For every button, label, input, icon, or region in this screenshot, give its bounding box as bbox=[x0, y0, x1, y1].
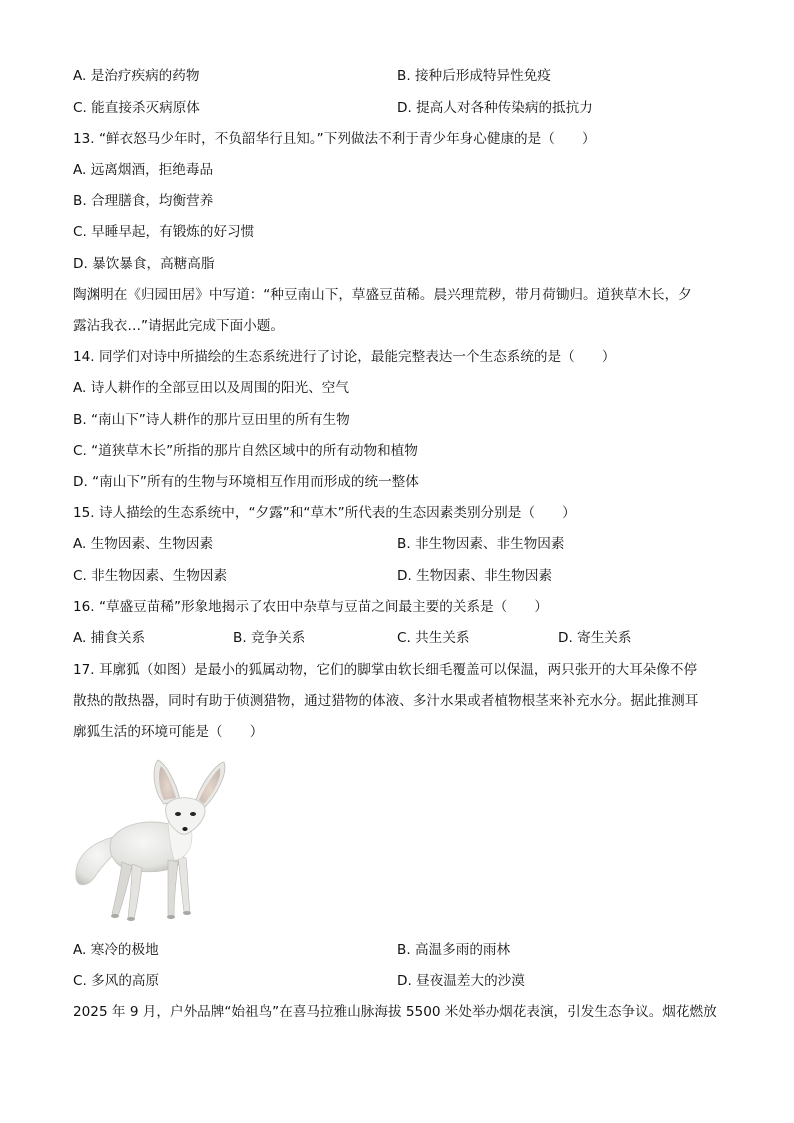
q13-option-d: D. 暴饮暴食，高糖高脂 bbox=[73, 256, 215, 272]
passage-line-1: 陶渊明在《归园田居》中写道：“种豆南山下，草盛豆苗稀。晨兴理荒秽，带月荷锄归。道狭草木长，夕 bbox=[73, 287, 692, 303]
q15-option-c: C. 非生物因素、生物因素 bbox=[73, 568, 228, 584]
q12-option-b: B. 接种后形成特异性免疫 bbox=[397, 68, 551, 84]
q14-option-d: D. “南山下”所有的生物与环境相互作用而形成的统一整体 bbox=[73, 474, 419, 490]
q13-stem: 13. “鲜衣怒马少年时，不负韶华行且知。”下列做法不利于青少年身心健康的是（ ） bbox=[73, 131, 596, 147]
q13-option-b: B. 合理膳食，均衡营养 bbox=[73, 193, 214, 209]
q17-option-b: B. 高温多雨的雨林 bbox=[397, 942, 511, 958]
q17-stem-line-1: 17. 耳廓狐（如图）是最小的狐属动物，它们的脚掌由软长细毛覆盖可以保温，两只张开的大耳朵像不停 bbox=[73, 662, 698, 678]
closing-passage-line-1: 2025 年 9 月，户外品牌“始祖鸟”在喜马拉雅山脉海拔 5500 米处举办烟花表演，引发生态争议。烟花燃放 bbox=[73, 1004, 717, 1020]
passage-line-2: 露沾我衣…”请据此完成下面小题。 bbox=[73, 318, 284, 334]
q16-option-d: D. 寄生关系 bbox=[558, 630, 632, 646]
q14-option-a: A. 诗人耕作的全部豆田以及周围的阳光、空气 bbox=[73, 380, 349, 396]
q16-option-c: C. 共生关系 bbox=[397, 630, 470, 646]
q17-option-d: D. 昼夜温差大的沙漠 bbox=[397, 973, 525, 989]
q14-stem: 14. 同学们对诗中所描绘的生态系统进行了讨论，最能完整表达一个生态系统的是（ ） bbox=[73, 349, 616, 365]
q12-option-c: C. 能直接杀灭病原体 bbox=[73, 100, 200, 116]
q17-stem-line-3: 廓狐生活的环境可能是（ ） bbox=[73, 724, 264, 740]
q14-option-c: C. “道狭草木长”所指的那片自然区域中的所有动物和植物 bbox=[73, 443, 418, 459]
q16-stem: 16. “草盛豆苗稀”形象地揭示了农田中杂草与豆苗之间最主要的关系是（ ） bbox=[73, 599, 549, 615]
q17-option-a: A. 寒冷的极地 bbox=[73, 942, 159, 958]
q13-option-a: A. 远离烟酒，拒绝毒品 bbox=[73, 162, 214, 178]
q15-stem: 15. 诗人描绘的生态系统中，“夕露”和“草木”所代表的生态因素类别分别是（ ） bbox=[73, 505, 576, 521]
q13-option-c: C. 早睡早起，有锻炼的好习惯 bbox=[73, 224, 255, 240]
fennec-fox-image bbox=[72, 756, 232, 924]
q16-option-a: A. 捕食关系 bbox=[73, 630, 146, 646]
q15-option-d: D. 生物因素、非生物因素 bbox=[397, 568, 553, 584]
q15-option-a: A. 生物因素、生物因素 bbox=[73, 536, 214, 552]
q15-option-b: B. 非生物因素、非生物因素 bbox=[397, 536, 565, 552]
q17-option-c: C. 多风的高原 bbox=[73, 973, 160, 989]
q16-option-b: B. 竞争关系 bbox=[233, 630, 306, 646]
q12-option-a: A. 是治疗疾病的药物 bbox=[73, 68, 200, 84]
q17-stem-line-2: 散热的散热器，同时有助于侦测猎物，通过猎物的体液、多汁水果或者植物根茎来补充水分。据此推测耳 bbox=[73, 693, 699, 709]
q14-option-b: B. “南山下”诗人耕作的那片豆田里的所有生物 bbox=[73, 412, 350, 428]
q12-option-d: D. 提高人对各种传染病的抵抗力 bbox=[397, 100, 593, 116]
